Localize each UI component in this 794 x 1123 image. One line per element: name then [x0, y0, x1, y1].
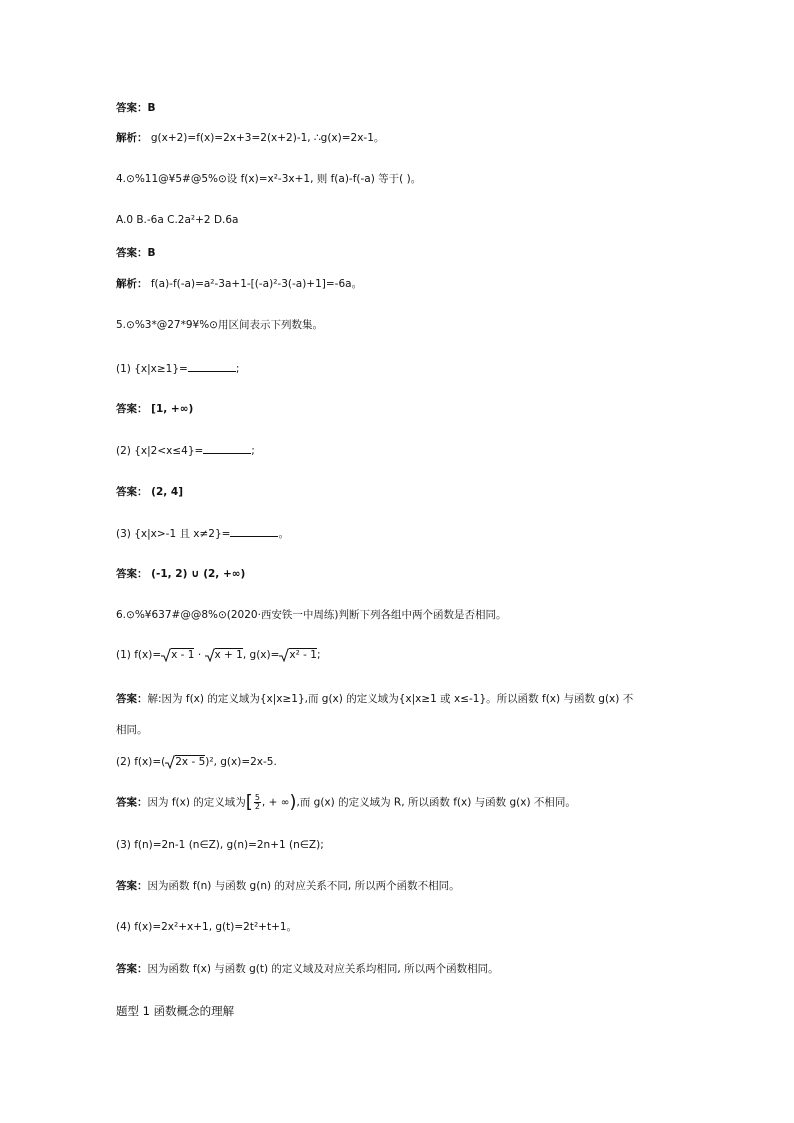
answer-blank	[203, 443, 251, 454]
answer-text: 因为函数 f(n) 与函数 g(n) 的对应关系不同, 所以两个函数不相同。	[147, 880, 460, 892]
q4-answer	[116, 246, 156, 260]
q5-part3	[116, 526, 289, 541]
radicand: x² - 1	[289, 649, 317, 661]
analysis-label: 解析：	[116, 278, 148, 290]
fraction	[254, 794, 261, 811]
fraction-numerator: 5	[254, 793, 260, 802]
part-end: ;	[235, 363, 240, 375]
answer-value: B	[147, 102, 156, 114]
answer-value: (2, 4]	[151, 486, 184, 498]
answer-value: [1, +∞)	[151, 403, 194, 415]
answer-label: 答案：	[116, 403, 148, 415]
answer-text: ,而 g(x) 的定义域为 R, 所以函数 f(x) 与函数 g(x) 不相同。	[296, 796, 576, 809]
part-end: ;	[251, 445, 255, 457]
part-text: (3) {x|x>-1 且 x≠2}=	[116, 528, 231, 540]
radicand: x - 1	[171, 649, 195, 661]
q6-part4: (4) f(x)=2x²+x+1, g(t)=2t²+t+1。	[116, 921, 298, 933]
answer-text: 因为函数 f(x) 与函数 g(t) 的定义域及对应关系均相同, 所以两个函数相同。	[147, 963, 499, 975]
answer-label: 答案：	[116, 568, 148, 580]
part-end: ;	[317, 649, 321, 661]
q5-answer2	[116, 485, 183, 499]
q5-part2	[116, 443, 255, 458]
sqrt-sign-icon	[161, 648, 171, 662]
dot: ·	[194, 649, 205, 661]
answer-blank	[230, 526, 278, 537]
answer-label: 答案：	[116, 880, 148, 892]
q4-options: A.0 B.-6a C.2a²+2 D.6a	[116, 214, 239, 226]
radicand: 2x - 5	[175, 756, 206, 768]
answer-label: 答案：	[116, 102, 148, 114]
part-text: (2) f(x)=(	[116, 756, 166, 768]
part-end: 。	[278, 528, 289, 540]
q5-part1	[116, 361, 239, 376]
section-title: 题型 1 函数概念的理解	[116, 1004, 235, 1018]
answer-label: 答案：	[116, 796, 148, 809]
q3-analysis	[116, 131, 384, 145]
fraction-denominator: 2	[254, 802, 260, 811]
q6-answer1	[116, 692, 633, 706]
q6-part1	[116, 648, 321, 662]
radicand: x + 1	[214, 649, 243, 661]
q6-part3: (3) f(n)=2n-1 (n∈Z), g(n)=2n+1 (n∈Z);	[116, 839, 324, 851]
q6-stem: 6.⊙%¥637#@@8%⊙(2020·西安铁一中周练)判断下列各组中两个函数是否相同。	[116, 609, 507, 621]
analysis-label: 解析：	[116, 132, 148, 144]
left-bracket-icon: [	[245, 791, 253, 813]
analysis-text: f(a)-f(-a)=a²-3a+1-[(-a)²-3(-a)+1]=-6a。	[150, 278, 363, 290]
q5-stem: 5.⊙%3*@27*9¥%⊙用区间表示下列数集。	[116, 319, 323, 331]
right-paren-icon: )	[289, 791, 297, 813]
q6-answer4	[116, 962, 499, 976]
q3-answer	[116, 101, 156, 115]
q4-stem: 4.⊙%11@¥5#@5%⊙设 f(x)=x²-3x+1, 则 f(a)-f(-a) 等于( )。	[116, 173, 422, 185]
q5-answer1	[116, 402, 193, 416]
answer-label: 答案：	[116, 247, 148, 259]
answer-label: 答案：	[116, 486, 148, 498]
answer-blank	[188, 361, 236, 372]
part-text: )², g(x)=2x-5.	[205, 756, 277, 768]
q4-analysis	[116, 277, 362, 291]
sqrt-sign-icon	[279, 648, 289, 662]
infinity-text: , + ∞	[261, 796, 290, 809]
answer-value: (-1, 2) ∪ (2, +∞)	[151, 568, 246, 580]
q6-part2	[116, 755, 277, 769]
sqrt-sign-icon	[205, 648, 215, 662]
sqrt-sign-icon	[165, 755, 175, 769]
answer-label: 答案：	[116, 693, 148, 705]
answer-label: 答案：	[116, 963, 148, 975]
q6-answer1-cont: 相同。	[116, 724, 148, 736]
analysis-text: g(x+2)=f(x)=2x+3=2(x+2)-1, ∴g(x)=2x-1。	[150, 132, 385, 144]
q6-answer2	[116, 791, 576, 813]
q6-answer3	[116, 879, 460, 893]
answer-text: 因为 f(x) 的定义域为	[147, 796, 246, 809]
part-text: (1) f(x)=	[116, 649, 162, 661]
answer-value: B	[147, 247, 156, 259]
part-text: (2) {x|2<x≤4}=	[116, 445, 204, 457]
q5-answer3	[116, 567, 245, 581]
part-text: , g(x)=	[242, 649, 280, 661]
answer-text: 解:因为 f(x) 的定义域为{x|x≥1},而 g(x) 的定义域为{x|x≥1 或 x≤-1}。所以函数 f(x) 与函数 g(x) 不	[147, 693, 634, 705]
part-text: (1) {x|x≥1}=	[116, 363, 188, 375]
